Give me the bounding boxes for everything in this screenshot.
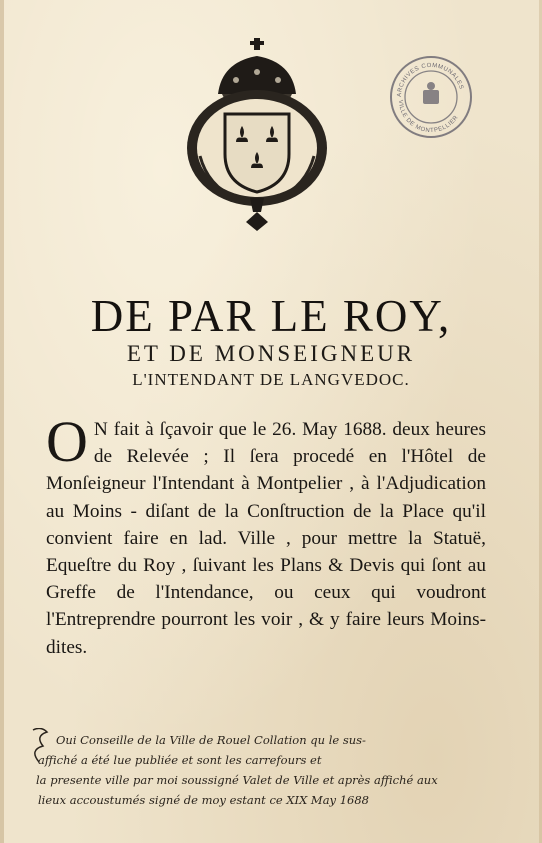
- proclamation-body: N fait à ſçavoir que le 26. May 1688. deux heures de Relevée ; Il ſera procedé en l'Hôtel de Monſeigneur l'Intendant à Montpelier , à l'Adjudication au Moins - diſant de la Conſtruction de la Place qu'il convient faire en lad. Ville , pour mettre la Statuë, Equeſtre du Roy , ſuivant les Plans & Devis qui ſont au Greffe de l'Intendance, ou ceux qui voudront l'Entreprendre pourront les voir , & y faire leurs Moins-dites.: [46, 419, 486, 658]
- drop-cap: O: [46, 409, 88, 474]
- page-subtitle: ET DE MONSEIGNEUR: [126, 341, 416, 366]
- royal-crest-icon: [178, 36, 336, 231]
- stamp-outer-text: ARCHIVES COMMUNALES: [396, 62, 465, 98]
- manuscript-line-3: la presente ville par moi soussigné Valet de Ville et après affiché aux: [36, 773, 438, 787]
- manuscript-line-1: Oui Conseille de la Ville de Rouel Collation qu le sus-: [56, 733, 366, 747]
- page-subtitle-intendant: L'INTENDANT DE LANGVEDOC.: [132, 370, 410, 389]
- proclamation-text: [46, 409, 486, 661]
- stamp-inner-text: VILLE DE MONTPELLIER: [396, 99, 460, 135]
- page-title: DE PAR LE ROY,: [90, 291, 452, 341]
- manuscript-line-4: lieux accoustumés signé de moy estant ce XIX May 1688: [38, 793, 369, 807]
- archive-stamp: [388, 54, 474, 140]
- manuscript-line-2: affiché a été lue publiée et sont les carrefours et: [38, 753, 322, 767]
- handwritten-annotation: [30, 728, 535, 812]
